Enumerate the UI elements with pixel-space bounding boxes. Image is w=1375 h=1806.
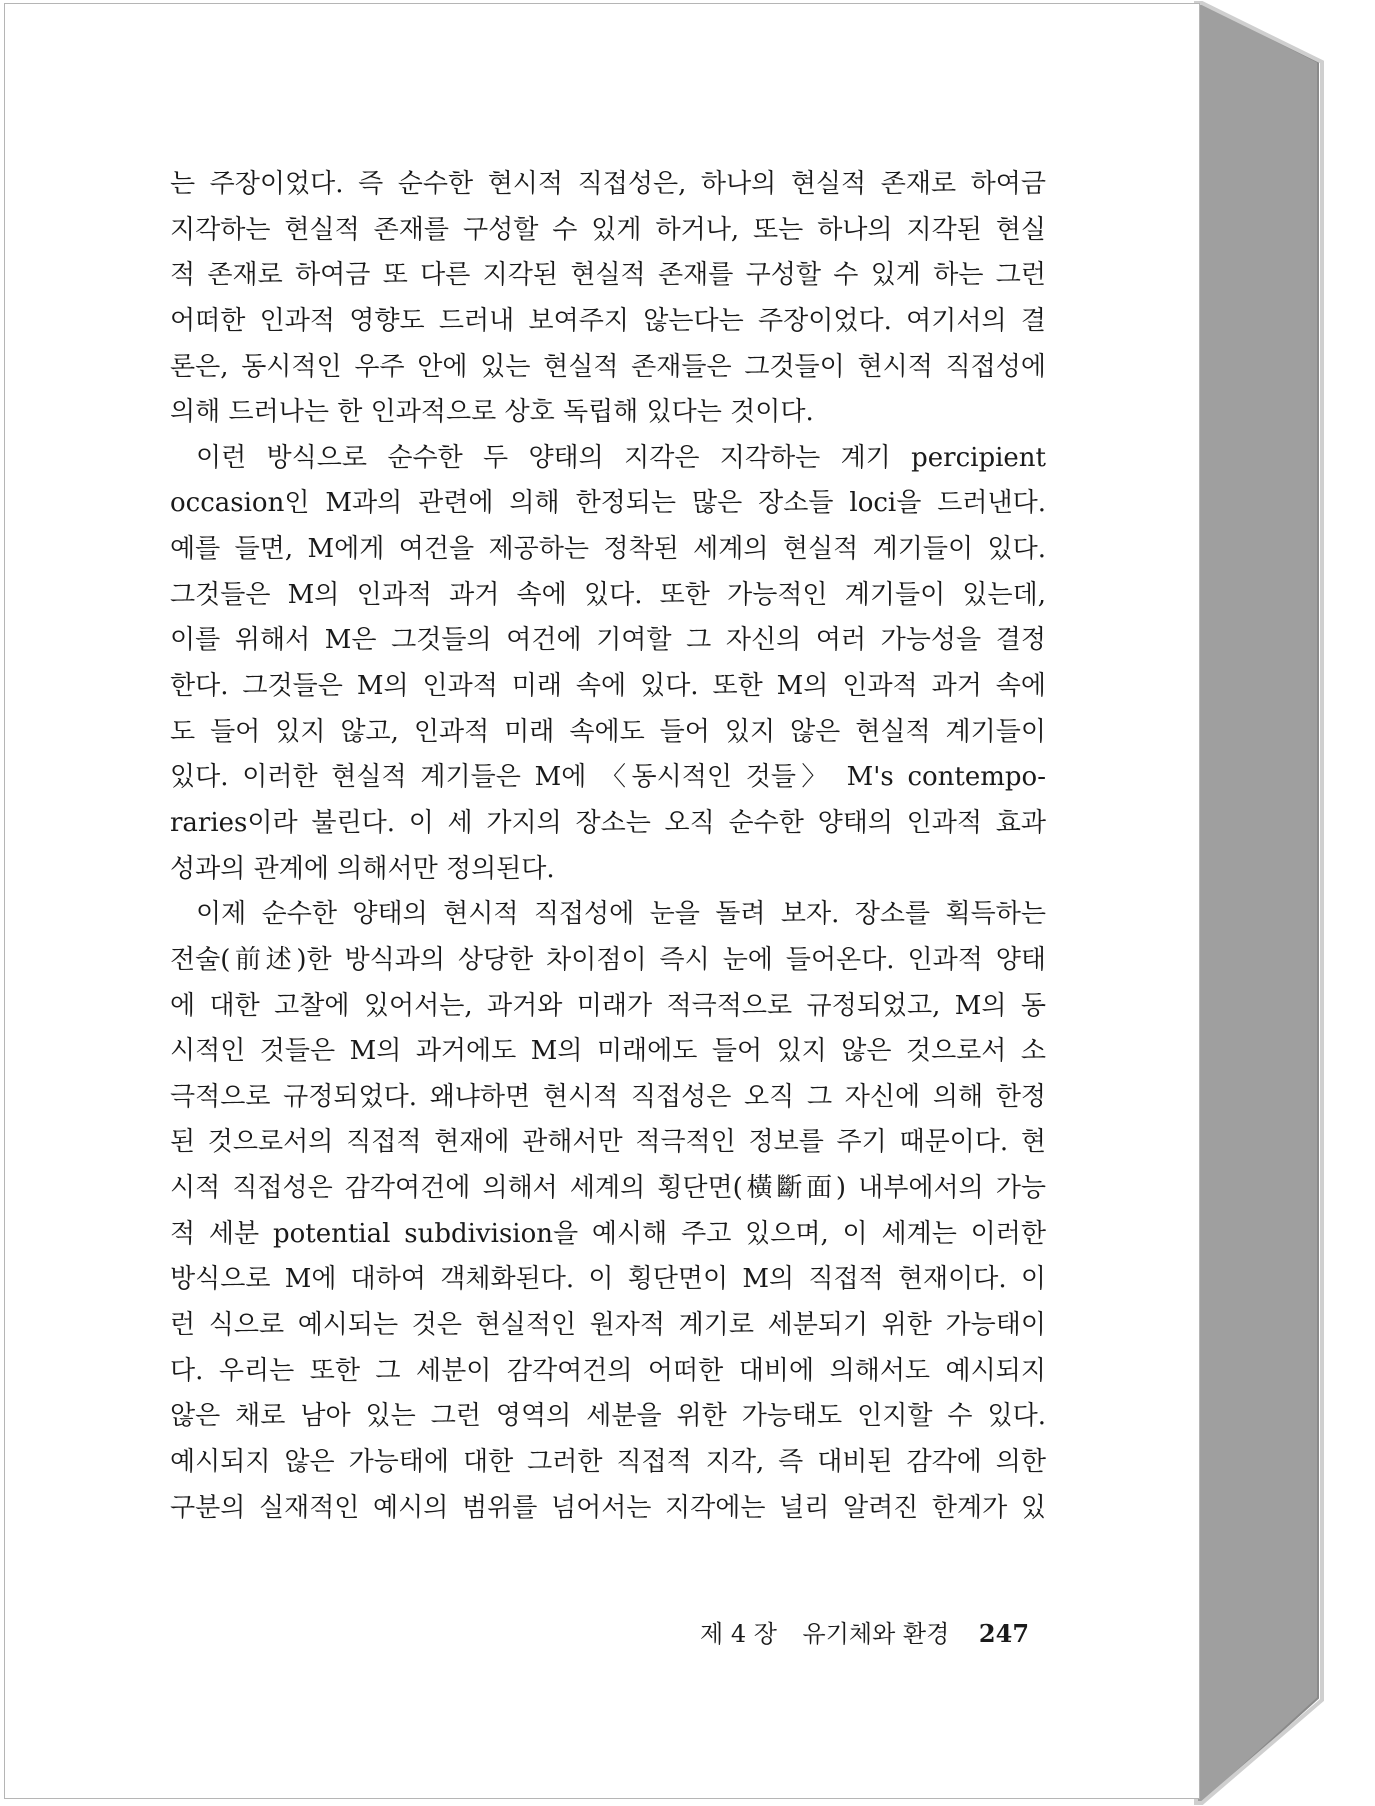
- text-line: 적 세분 potential subdivision을 예시해 주고 있으며, 이 세계는 이러한: [170, 1218, 1046, 1249]
- text-line: 않은 채로 남아 있는 그런 영역의 세분을 위한 가능태도 인지할 수 있다.: [170, 1401, 1046, 1432]
- text-line: 예를 들면, M에게 여건을 제공하는 정착된 세계의 현실적 계기들이 있다.: [170, 534, 1046, 565]
- text-line: 는 주장이었다. 즉 순수한 현시적 직접성은, 하나의 현실적 존재로 하여금: [170, 169, 1046, 199]
- text-line: 런 식으로 예시되는 것은 현실적인 원자적 계기로 세분되기 위한 가능태이: [170, 1310, 1046, 1341]
- chapter-title: 유기체와 환경: [802, 1620, 950, 1648]
- text-line: 예시되지 않은 가능태에 대한 그러한 직접적 지각, 즉 대비된 감각에 의한: [170, 1446, 1046, 1477]
- text-line: 구분의 실재적인 예시의 범위를 넘어서는 지각에는 널리 알려진 한계가 있: [170, 1492, 1046, 1523]
- text-line: 이를 위해서 M은 그것들의 여건에 기여할 그 자신의 여러 가능성을 결정: [170, 625, 1046, 656]
- text-line: 지각하는 현실적 존재를 구성할 수 있게 하거나, 또는 하나의 지각된 현실: [170, 214, 1046, 245]
- text-line: 한다. 그것들은 M의 인과적 미래 속에 있다. 또한 M의 인과적 과거 속에: [170, 671, 1046, 702]
- text-line: 에 대한 고찰에 있어서는, 과거와 미래가 적극적으로 규정되었고, M의 동: [170, 990, 1046, 1021]
- page-footer: [700, 1614, 1029, 1649]
- chapter-label: 제 4 장: [700, 1620, 777, 1648]
- text-line: 그것들은 M의 인과적 과거 속에 있다. 또한 가능적인 계기들이 있는데,: [170, 579, 1046, 610]
- text-line: 있다. 이러한 현실적 계기들은 M에 〈동시적인 것들〉 M's contempo-: [170, 762, 1046, 793]
- text-line: 의해 드러나는 한 인과적으로 상호 독립해 있다는 것이다.: [170, 397, 814, 428]
- body-text: [170, 162, 1046, 1531]
- text-line: 도 들어 있지 않고, 인과적 미래 속에도 들어 있지 않은 현실적 계기들이: [170, 716, 1046, 747]
- text-line: 성과의 관계에 의해서만 정의된다.: [170, 853, 555, 884]
- page-number: 247: [978, 1619, 1030, 1648]
- text-line: 시적 직접성은 감각여건에 의해서 세계의 횡단면(橫斷面) 내부에서의 가능: [170, 1173, 1046, 1204]
- text-line: 이제 순수한 양태의 현시적 직접성에 눈을 돌려 보자. 장소를 획득하는: [196, 899, 1046, 930]
- text-line: 전술(前述)한 방식과의 상당한 차이점이 즉시 눈에 들어온다. 인과적 양태: [170, 944, 1046, 975]
- text-line: occasion인 M과의 관련에 의해 한정되는 많은 장소들 loci을 드러낸다.: [170, 488, 1046, 519]
- text-line: 다. 우리는 또한 그 세분이 감각여건의 어떠한 대비에 의해서도 예시되지: [170, 1355, 1046, 1386]
- text-line: 어떠한 인과적 영향도 드러내 보여주지 않는다는 주장이었다. 여기서의 결: [170, 305, 1046, 336]
- text-line: 된 것으로서의 직접적 현재에 관해서만 적극적인 정보를 주기 때문이다. 현: [170, 1127, 1046, 1158]
- text-line: 시적인 것들은 M의 과거에도 M의 미래에도 들어 있지 않은 것으로서 소: [170, 1036, 1046, 1067]
- text-line: 론은, 동시적인 우주 안에 있는 현실적 존재들은 그것들이 현시적 직접성에: [170, 351, 1046, 382]
- text-line: 이런 방식으로 순수한 두 양태의 지각은 지각하는 계기 percipient: [196, 442, 1046, 473]
- text-line: 적 존재로 하여금 또 다른 지각된 현실적 존재를 구성할 수 있게 하는 그런: [170, 260, 1046, 291]
- text-line: 방식으로 M에 대하여 객체화된다. 이 횡단면이 M의 직접적 현재이다. 이: [170, 1264, 1046, 1295]
- text-line: raries이라 불린다. 이 세 가지의 장소는 오직 순수한 양태의 인과적 효과: [170, 807, 1046, 838]
- text-line: 극적으로 규정되었다. 왜냐하면 현시적 직접성은 오직 그 자신에 의해 한정: [170, 1081, 1046, 1112]
